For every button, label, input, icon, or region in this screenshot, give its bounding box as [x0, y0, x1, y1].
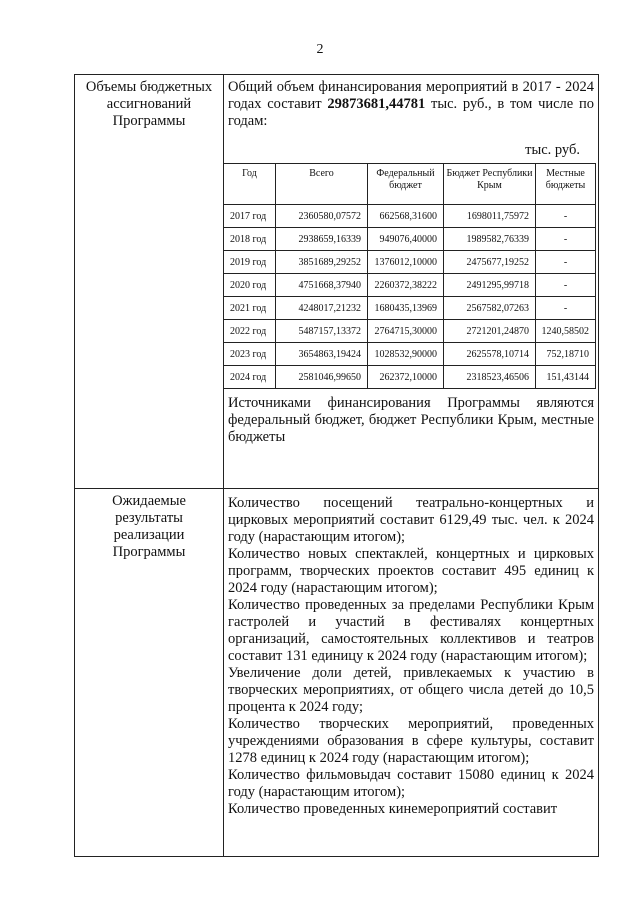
results-list	[224, 489, 598, 818]
value-cell: 1989582,76339	[444, 228, 536, 251]
funding-sources: Источниками финансирования Программы являются федеральный бюджет, бюджет Республики Крым, местные бюджеты	[228, 395, 594, 445]
table-row	[224, 205, 596, 228]
value-cell: 262372,10000	[368, 366, 444, 389]
units-label: тыс. руб.	[525, 142, 580, 158]
year-cell: 2019 год	[224, 251, 276, 274]
value-cell: 3851689,29252	[276, 251, 368, 274]
value-cell: 752,18710	[536, 343, 596, 366]
year-cell: 2018 год	[224, 228, 276, 251]
budget-intro-tail: тыс. руб., в том числе по годам:	[228, 96, 594, 129]
value-cell: 2721201,24870	[444, 320, 536, 343]
value-cell: 1376012,10000	[368, 251, 444, 274]
value-cell: -	[536, 205, 596, 228]
header-total: Всего	[276, 164, 368, 205]
value-cell: 2491295,99718	[444, 274, 536, 297]
results-content-cell	[224, 489, 599, 857]
table-row	[224, 297, 596, 320]
value-cell: -	[536, 228, 596, 251]
table-row	[224, 274, 596, 297]
year-cell: 2023 год	[224, 343, 276, 366]
value-cell: 662568,31600	[368, 205, 444, 228]
table-row	[224, 251, 596, 274]
value-cell: 2625578,10714	[444, 343, 536, 366]
budget-row	[75, 75, 599, 489]
value-cell: 1028532,90000	[368, 343, 444, 366]
year-cell: 2021 год	[224, 297, 276, 320]
list-item: Количество фильмовыдач составит 15080 единиц к 2024 году (нарастающим итогом);	[228, 767, 594, 800]
value-cell: 1698011,75972	[444, 205, 536, 228]
value-cell: 4751668,37940	[276, 274, 368, 297]
value-cell: -	[536, 297, 596, 320]
table-row	[224, 228, 596, 251]
value-cell: 2475677,19252	[444, 251, 536, 274]
value-cell: 1680435,13969	[368, 297, 444, 320]
value-cell: -	[536, 274, 596, 297]
table-row	[224, 343, 596, 366]
passport-table	[74, 74, 599, 857]
value-cell: 4248017,21232	[276, 297, 368, 320]
list-item: Количество проведенных за пределами Республики Крым гастролей и участий в фестивалях концертных организаций, самостоятельных коллективов и театров составит 131 единицу к 2024 году (нарастающим итогом);	[228, 597, 594, 664]
year-cell: 2022 год	[224, 320, 276, 343]
list-item: Количество творческих мероприятий, проведенных учреждениями образования в сфере культуры, составит 1278 единиц к 2024 году (нарастающим итогом);	[228, 716, 594, 766]
list-item: Количество новых спектаклей, концертных и цирковых программ, творческих проектов составит 495 единиц к 2024 году (нарастающим итогом);	[228, 546, 594, 596]
results-label: Ожидаемые результаты реализации Программы	[112, 493, 186, 560]
page-number: 2	[316, 42, 324, 57]
value-cell: 2581046,99650	[276, 366, 368, 389]
value-cell: 5487157,13372	[276, 320, 368, 343]
value-cell: 2764715,30000	[368, 320, 444, 343]
header-year: Год	[224, 164, 276, 205]
table-row	[224, 366, 596, 389]
value-cell: 2260372,38222	[368, 274, 444, 297]
header-republic: Бюджет Республики Крым	[444, 164, 536, 205]
list-item: Количество проведенных кинемероприятий составит	[228, 801, 558, 817]
year-cell: 2024 год	[224, 366, 276, 389]
budget-total: 29873681,44781	[327, 96, 426, 112]
financing-header-row	[224, 164, 596, 205]
value-cell: 2567582,07263	[444, 297, 536, 320]
value-cell: 151,43144	[536, 366, 596, 389]
financing-table	[223, 163, 596, 389]
table-row	[224, 320, 596, 343]
budget-intro-text: Общий объем финансирования мероприятий в 2017 - 2024 годах составит	[228, 79, 594, 112]
value-cell: 2938659,16339	[276, 228, 368, 251]
results-label-cell	[75, 489, 224, 857]
value-cell: 2318523,46506	[444, 366, 536, 389]
budget-intro	[224, 75, 598, 130]
list-item: Увеличение доли детей, привлекаемых к участию в творческих мероприятиях, от общего числа детей до 10,5 процента к 2024 году;	[228, 665, 594, 715]
budget-content-cell	[224, 75, 599, 489]
results-row	[75, 489, 599, 857]
list-item: Количество посещений театрально-концертных и цирковых мероприятий составит 6129,49 тыс. чел. к 2024 году (нарастающим итогом);	[228, 495, 594, 545]
year-cell: 2017 год	[224, 205, 276, 228]
value-cell: -	[536, 251, 596, 274]
value-cell: 3654863,19424	[276, 343, 368, 366]
header-federal: Федеральный бюджет	[368, 164, 444, 205]
budget-label: Объемы бюджетных ассигнований Программы	[85, 79, 213, 129]
year-cell: 2020 год	[224, 274, 276, 297]
value-cell: 2360580,07572	[276, 205, 368, 228]
header-local: Местные бюджеты	[536, 164, 596, 205]
value-cell: 949076,40000	[368, 228, 444, 251]
budget-label-cell	[75, 75, 224, 489]
value-cell: 1240,58502	[536, 320, 596, 343]
